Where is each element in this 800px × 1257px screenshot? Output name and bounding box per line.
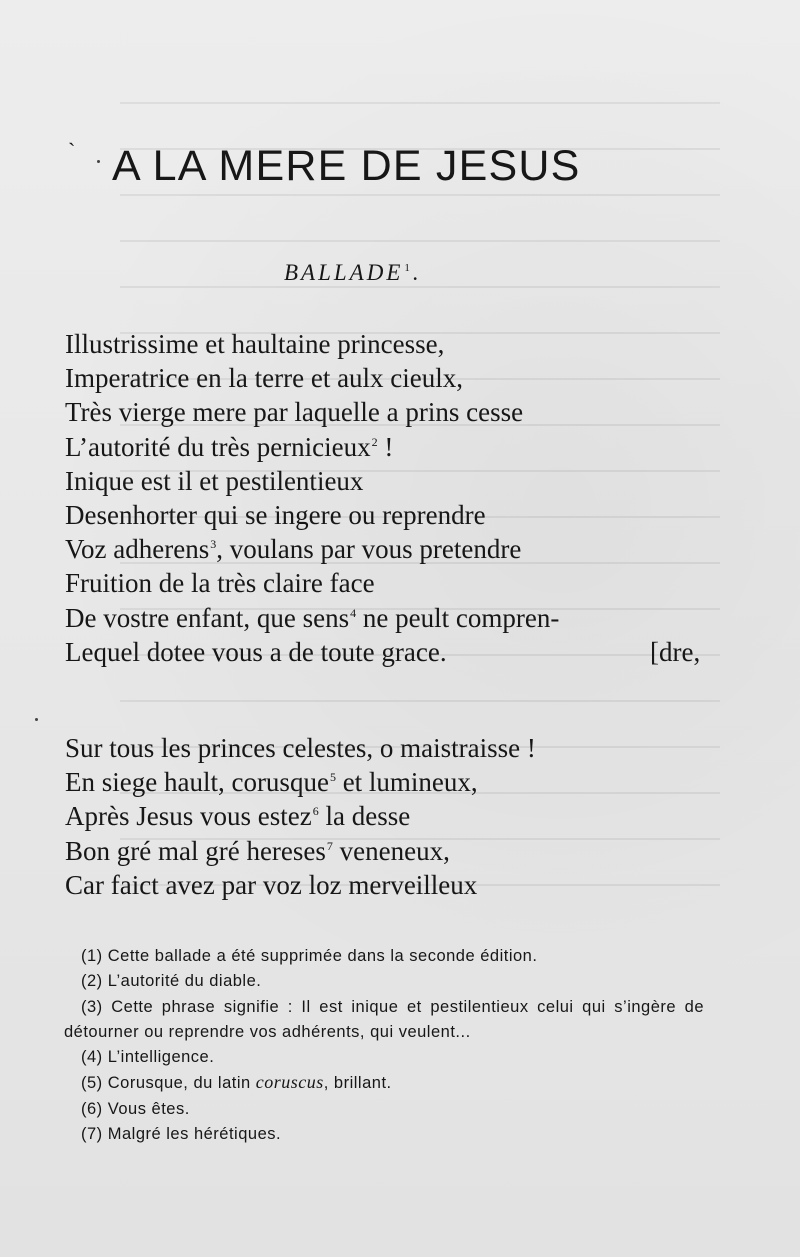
verse-text: ne peult compren-	[356, 602, 560, 633]
verse-text: , voulans par vous pretendre	[216, 534, 522, 565]
verse-text: Très vierge mere par laquelle a prins cesse	[65, 397, 524, 428]
verse-text: Fruition de la très claire face	[65, 568, 375, 599]
footnote-7: (7) Malgré les hérétiques.	[81, 1125, 282, 1144]
footnotes	[64, 944, 754, 1147]
latin-word: coruscus	[255, 1072, 324, 1093]
subtitle-period: .	[412, 260, 422, 285]
verse-text: Inique est il et pestilentieux	[65, 465, 364, 496]
verse-overflow-word: [dre,	[650, 636, 701, 667]
verse-text: Bon gré mal gré hereses	[65, 835, 326, 866]
verse-line	[65, 327, 765, 361]
verse-text: Imperatrice en la terre et aulx cieulx,	[65, 363, 464, 394]
verse-text: Lequel dotee vous a de toute grace.	[65, 636, 447, 667]
verse-line	[65, 532, 765, 566]
subtitle	[284, 260, 422, 286]
footnote-6: (6) Vous êtes.	[81, 1099, 190, 1118]
ink-speck	[35, 718, 38, 721]
verse-line	[65, 566, 765, 600]
page-title: A LA MERE DE JESUS	[112, 142, 581, 190]
verse-line	[65, 868, 765, 902]
footnote-ref-5: 5	[329, 770, 336, 785]
footnote-4: (4) L’intelligence.	[81, 1048, 215, 1067]
verse-line	[65, 635, 765, 669]
verse-line	[65, 601, 765, 635]
verse-text: De vostre enfant, que sens	[65, 602, 350, 633]
subtitle-text: BALLADE	[284, 260, 404, 285]
footnote-1: (1) Cette ballade a été supprimée dans la seconde édition.	[81, 947, 538, 965]
stanza-1	[65, 327, 765, 669]
printer-mark: `	[68, 138, 76, 163]
verse-text: et lumineux,	[335, 767, 478, 798]
footnote-ref-3: 3	[210, 537, 217, 552]
verse-text: la desse	[318, 801, 411, 832]
verse-text: En siege hault, corusque	[65, 767, 329, 798]
verse-text: Car faict avez par voz loz merveilleux	[65, 869, 478, 900]
footnote-text: , brillant.	[323, 1074, 392, 1093]
verse-text: Après Jesus vous estez	[65, 801, 312, 832]
verse-line	[65, 765, 765, 799]
verse-text: !	[377, 431, 394, 462]
verse-line	[65, 498, 765, 532]
verse-text: veneneux,	[332, 835, 450, 866]
verse-line	[65, 430, 765, 464]
verse-line	[65, 361, 765, 395]
verse-line	[65, 395, 765, 429]
footnote-ref-1: 1	[404, 262, 413, 275]
verse-text: Sur tous les princes celestes, o maistraisse !	[65, 733, 536, 763]
footnote-2: (2) L’autorité du diable.	[81, 972, 262, 991]
footnote-ref-4: 4	[350, 605, 357, 620]
footnote-3: (3) Cette phrase signifie : Il est inique et pestilentieux celui qui s’ingère de détourner ou reprendre vos adhérents, qui veulent...	[64, 997, 704, 1041]
footnote-text: (5) Corusque, du latin	[81, 1074, 256, 1093]
ink-speck	[97, 160, 100, 163]
stanza-2	[65, 731, 765, 902]
verse-text: Desenhorter qui se ingere ou reprendre	[65, 500, 486, 531]
footnote-ref-6: 6	[312, 804, 319, 819]
footnote-5	[64, 1070, 754, 1096]
footnote-ref-2: 2	[371, 434, 378, 449]
footnote-ref-7: 7	[326, 838, 333, 853]
verse-line	[65, 464, 765, 498]
verse-text: Illustrissime et haultaine princesse,	[65, 329, 445, 359]
verse-text: L’autorité du très pernicieux	[65, 431, 371, 462]
verse-line	[65, 834, 765, 868]
verse-line	[65, 731, 765, 765]
verse-text: Voz adherens	[65, 534, 210, 565]
verse-line	[65, 799, 765, 833]
